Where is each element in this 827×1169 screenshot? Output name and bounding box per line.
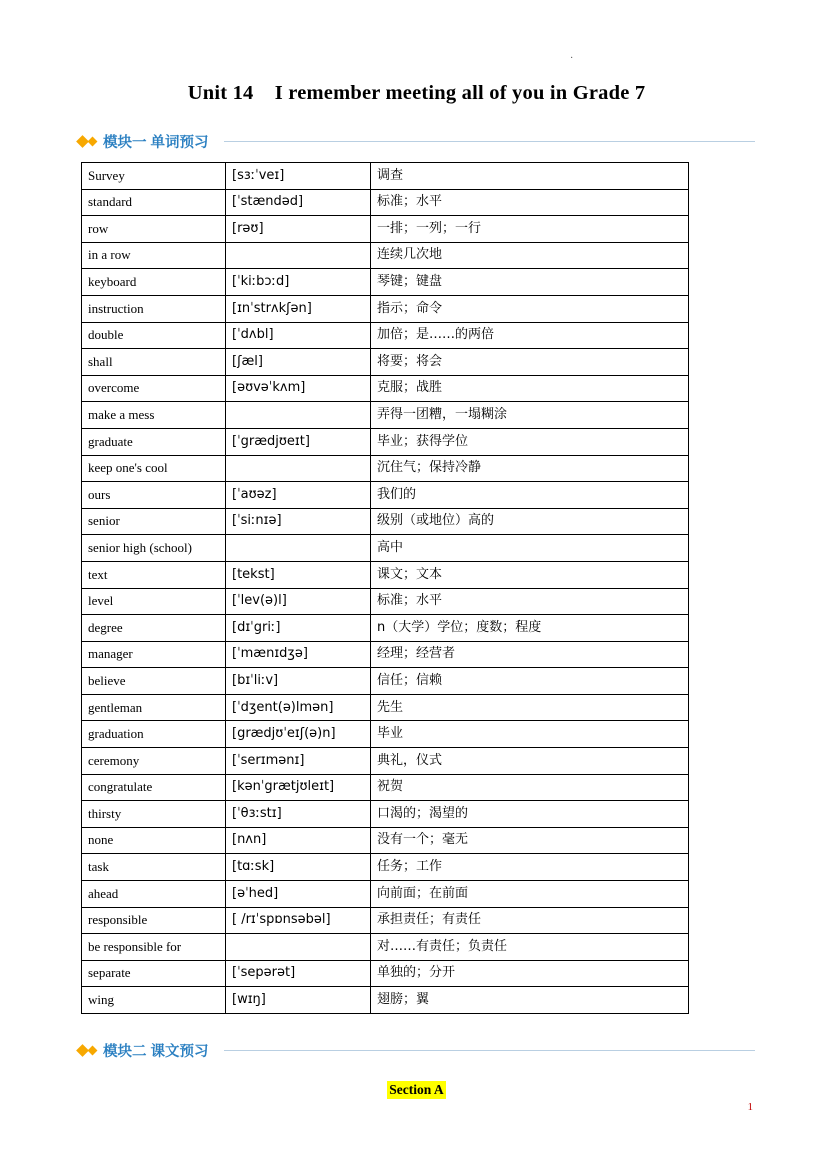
meaning-cell: 指示；命令	[371, 295, 689, 322]
table-row	[82, 216, 689, 243]
word-cell: responsible	[82, 907, 226, 934]
word-cell: keep one's cool	[82, 455, 226, 482]
word-cell: keyboard	[82, 269, 226, 296]
meaning-cell: 信任；信赖	[371, 668, 689, 695]
word-cell: Survey	[82, 163, 226, 190]
table-row	[82, 987, 689, 1014]
table-row	[82, 295, 689, 322]
meaning-cell: 我们的	[371, 482, 689, 509]
word-cell: thirsty	[82, 801, 226, 828]
table-row	[82, 934, 689, 961]
meaning-cell: 调查	[371, 163, 689, 190]
meaning-cell: 祝贺	[371, 774, 689, 801]
phonetic-cell	[226, 242, 371, 269]
phonetic-cell: [ɪnˈstrʌkʃən]	[226, 295, 371, 322]
table-row	[82, 561, 689, 588]
phonetic-cell: [ˈkiːbɔːd]	[226, 269, 371, 296]
phonetic-cell: [rəʊ]	[226, 216, 371, 243]
phonetic-cell: [ˈgrædjʊeɪt]	[226, 428, 371, 455]
word-cell: instruction	[82, 295, 226, 322]
word-cell: believe	[82, 668, 226, 695]
meaning-cell: 典礼，仪式	[371, 748, 689, 775]
phonetic-cell: [ˈlev(ə)l]	[226, 588, 371, 615]
meaning-cell: 连续几次地	[371, 242, 689, 269]
word-cell: standard	[82, 189, 226, 216]
phonetic-cell: [ˈsiːnɪə]	[226, 508, 371, 535]
word-cell: wing	[82, 987, 226, 1014]
phonetic-cell: [kənˈgrætjʊleɪt]	[226, 774, 371, 801]
word-cell: shall	[82, 349, 226, 376]
word-cell: separate	[82, 960, 226, 987]
meaning-cell: 没有一个；毫无	[371, 827, 689, 854]
meaning-cell: 经理；经营者	[371, 641, 689, 668]
phonetic-cell	[226, 402, 371, 429]
table-row	[82, 588, 689, 615]
table-row	[82, 960, 689, 987]
module-two-rule	[224, 1050, 755, 1051]
meaning-cell: 向前面；在前面	[371, 881, 689, 908]
word-cell: gentleman	[82, 694, 226, 721]
phonetic-cell: [wɪŋ]	[226, 987, 371, 1014]
table-row	[82, 349, 689, 376]
phonetic-cell: [dɪˈgriː]	[226, 615, 371, 642]
meaning-cell: 高中	[371, 535, 689, 562]
word-cell: task	[82, 854, 226, 881]
phonetic-cell: [ʃæl]	[226, 349, 371, 376]
module-one-rule	[224, 141, 755, 142]
table-row	[82, 535, 689, 562]
meaning-cell: 沉住气；保持冷静	[371, 455, 689, 482]
word-cell: ceremony	[82, 748, 226, 775]
word-cell: none	[82, 827, 226, 854]
word-cell: graduation	[82, 721, 226, 748]
table-row	[82, 375, 689, 402]
phonetic-cell: [tɑːsk]	[226, 854, 371, 881]
table-row	[82, 402, 689, 429]
table-row	[82, 615, 689, 642]
word-cell: overcome	[82, 375, 226, 402]
meaning-cell: 毕业；获得学位	[371, 428, 689, 455]
phonetic-cell: [bɪˈliːv]	[226, 668, 371, 695]
word-cell: double	[82, 322, 226, 349]
phonetic-cell: [ˈserɪmənɪ]	[226, 748, 371, 775]
module-heading-two	[78, 1040, 755, 1061]
vocabulary-table	[81, 162, 689, 1014]
meaning-cell: 琴键；键盘	[371, 269, 689, 296]
meaning-cell: 承担责任；有责任	[371, 907, 689, 934]
word-cell: graduate	[82, 428, 226, 455]
meaning-cell: 对……有责任；负责任	[371, 934, 689, 961]
meaning-cell: 先生	[371, 694, 689, 721]
phonetic-cell: [ˈdʌbl]	[226, 322, 371, 349]
diamond-bullet-icon	[78, 137, 96, 146]
table-row	[82, 881, 689, 908]
word-cell: congratulate	[82, 774, 226, 801]
word-cell: row	[82, 216, 226, 243]
module-heading-one	[78, 131, 755, 152]
phonetic-cell: [ˈmænɪdʒə]	[226, 641, 371, 668]
meaning-cell: 标准；水平	[371, 189, 689, 216]
table-row	[82, 827, 689, 854]
phonetic-cell: [ˈaʊəz]	[226, 482, 371, 509]
table-row	[82, 668, 689, 695]
phonetic-cell: [ˈθɜːstɪ]	[226, 801, 371, 828]
meaning-cell: 弄得一团糟，一塌糊涂	[371, 402, 689, 429]
phonetic-cell: [əʊvəˈkʌm]	[226, 375, 371, 402]
meaning-cell: 课文；文本	[371, 561, 689, 588]
word-cell: level	[82, 588, 226, 615]
meaning-cell: 翅膀；翼	[371, 987, 689, 1014]
table-row	[82, 854, 689, 881]
word-cell: make a mess	[82, 402, 226, 429]
meaning-cell: 标准；水平	[371, 588, 689, 615]
vocabulary-table-body	[82, 163, 689, 1014]
meaning-cell: 单独的；分开	[371, 960, 689, 987]
table-row	[82, 694, 689, 721]
table-row	[82, 455, 689, 482]
word-cell: text	[82, 561, 226, 588]
page-number: 1	[747, 1101, 753, 1113]
meaning-cell: 加倍；是……的两倍	[371, 322, 689, 349]
table-row	[82, 801, 689, 828]
phonetic-cell	[226, 934, 371, 961]
meaning-cell: 一排；一列；一行	[371, 216, 689, 243]
meaning-cell: n（大学）学位；度数；程度	[371, 615, 689, 642]
table-row	[82, 163, 689, 190]
diamond-bullet-icon	[78, 1046, 96, 1055]
table-row	[82, 428, 689, 455]
phonetic-cell: [sɜːˈveɪ]	[226, 163, 371, 190]
phonetic-cell: [grædjʊˈeɪʃ(ə)n]	[226, 721, 371, 748]
table-row	[82, 748, 689, 775]
meaning-cell: 任务；工作	[371, 854, 689, 881]
phonetic-cell: [ˈsepərət]	[226, 960, 371, 987]
word-cell: be responsible for	[82, 934, 226, 961]
phonetic-cell	[226, 535, 371, 562]
module-two-label: 模块二 课文预习	[103, 1044, 209, 1060]
table-row	[82, 641, 689, 668]
phonetic-cell	[226, 455, 371, 482]
table-row	[82, 189, 689, 216]
table-row	[82, 774, 689, 801]
table-row	[82, 269, 689, 296]
meaning-cell: 将要；将会	[371, 349, 689, 376]
table-row	[82, 482, 689, 509]
phonetic-cell: [ /rɪˈspɒnsəbəl]	[226, 907, 371, 934]
meaning-cell: 口渴的；渴望的	[371, 801, 689, 828]
phonetic-cell: [ˈstændəd]	[226, 189, 371, 216]
table-row	[82, 322, 689, 349]
phonetic-cell: [ˈdʒent(ə)lmən]	[226, 694, 371, 721]
meaning-cell: 毕业	[371, 721, 689, 748]
word-cell: senior high (school)	[82, 535, 226, 562]
table-row	[82, 721, 689, 748]
top-mark: ·	[570, 53, 574, 64]
table-row	[82, 508, 689, 535]
word-cell: ours	[82, 482, 226, 509]
section-a-label: Section A	[389, 1082, 444, 1097]
word-cell: in a row	[82, 242, 226, 269]
module-one-label: 模块一 单词预习	[103, 135, 209, 151]
table-row	[82, 242, 689, 269]
meaning-cell: 级别（或地位）高的	[371, 508, 689, 535]
meaning-cell: 克服；战胜	[371, 375, 689, 402]
page-title: Unit 14 I remember meeting all of you in Grade 7	[187, 82, 646, 104]
table-row	[82, 907, 689, 934]
word-cell: manager	[82, 641, 226, 668]
word-cell: degree	[82, 615, 226, 642]
phonetic-cell: [tekst]	[226, 561, 371, 588]
section-heading-wrap	[78, 1081, 755, 1099]
word-cell: ahead	[82, 881, 226, 908]
word-cell: senior	[82, 508, 226, 535]
phonetic-cell: [nʌn]	[226, 827, 371, 854]
phonetic-cell: [əˈhed]	[226, 881, 371, 908]
